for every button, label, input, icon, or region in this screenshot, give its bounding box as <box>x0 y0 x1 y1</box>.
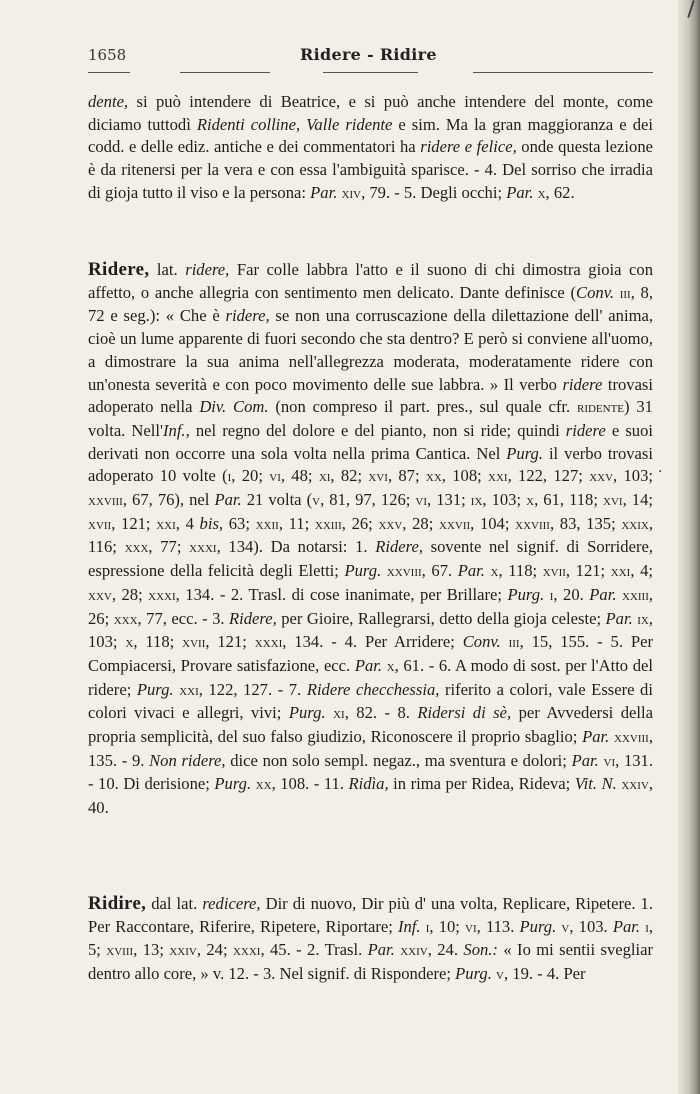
header-rule-right <box>473 72 653 73</box>
book-spine-shadow <box>678 0 700 1094</box>
margin-mark: . <box>658 460 663 476</box>
header-rule-left <box>88 72 130 73</box>
header-rule-mid-left <box>180 72 270 73</box>
headword-ridere: Ridere, <box>88 259 150 280</box>
paragraph-ridente-continuation: dente, si può intendere di Beatrice, e si può anche intendere del monte, come diciamo tuttodì Ridenti colline, Valle ridente e sim. Ma la gran maggioranza e dei codd. e delle ediz. antiche e dei commentatori ha ridere e felice, onde questa lezione è da ritenersi per la vera e con essa l'ambiguità sparisce. - 4. Del sorriso che irradia di gioja tutto il viso e la persona: Par. xiv, 79. - 5. Degli occhi; Par. x, 62. <box>88 92 653 202</box>
headword-ridire: Ridire, <box>88 893 147 914</box>
entry-ridire: Ridire, dal lat. redicere, Dir di nuovo, Dir più d' una volta, Replicare, Ripetere. 1. Per Raccontare, Riferire, Ripetere, Riportare; Inf. i, 10; vi, 113. Purg. v, 103. Par. i, 5; xviii, 13; xxiv, 24; xxxi, 45. - 2. Trasl. Par. xxiv, 24. Son.: « Io mi sentii svegliar dentro allo core, » v. 12. - 3. Nel signif. di Rispondere; Purg. v, 19. - 4. Per <box>88 893 654 984</box>
header-rule-center <box>323 72 418 73</box>
page-number: 1658 <box>88 46 127 64</box>
entry-ridere: Ridere, lat. ridere, Far colle labbra l'atto e il suono di chi dimostra gioia con affetto, o anche allegria con sentimento men delicato. Dante definisce (Conv. iii, 8, 72 e seg.): « Che è ridere, se non una corruscazione della dilettazione dell' anima, cioè un lume apparente di fuori secondo che sta dentro? E però si conviene all'uomo, a dimostrare la sua anima nell'allegrezza moderata, moderatamente ridere con un'onesta severità e con poco movimento delle sue labbra. » Il verbo ridere trovasi adoperato nella Div. Com. (non compreso il part. pres., sul quale cfr. ridente) 31 volta. Nell'Inf., nel regno del dolore e del pianto, non si ride; quindi ridere e suoi derivati non occorre una sola volta nella prima Cantica. Nel Purg. il verbo trovasi adoperato 10 volte (i, 20; vi, 48; xi, 82; xvi, 87; xx, 108; xxi, 122, 127; xxv, 103; xxviii, 67, 76), nel Par. 21 volta (v, 81, 97, 126; vi, 131; ix, 103; x, 61, 118; xvi, 14; xvii, 121; xxi, 4 bis, 63; xxii, 11; xxiii, 26; xxv, 28; xxvii, 104; xxviii, 83, 135; xxix, 116; xxx, 77; xxxi, 134). Da notarsi: 1. Ridere, sovente nel signif. di Sorridere, espressione della felicità degli Eletti; Purg. xxviii, 67. Par. x, 118; xvii, 121; xxi, 4; xxv, 28; xxxi, 134. - 2. Trasl. di cose inanimate, per Brillare; Purg. i, 20. Par. xxiii, 26; xxx, 77, ecc. - 3. Ridere, per Gioire, Rallegrarsi, detto della gioja celeste; Par. ix, 103; x, 118; xvii, 121; xxxi, 134. - 4. Per Arridere; Conv. iii, 15, 155. - 5. Per Compiacersi, Provare satisfazione, ecc. Par. x, 61. - 6. A modo di sost. per l'Atto del ridere; Purg. xxi, 122, 127. - 7. Ridere checchessia, riferito a colori, vale Essere di colori vivaci e allegri, vivi; Purg. xi, 82. - 8. Ridersi di sè, per Avvedersi della propria semplicità, del suo falso giudizio, Riconoscere il proprio sbaglio; Par. xxviii, 135. - 9. Non ridere, dice non solo sempl. negaz., ma sventura e dolori; Par. vi, 131. - 10. Di derisione; Purg. xx, 108. - 11. Ridìa, in rima per Ridea, Rideva; Vit. N. xxiv, 40. <box>88 259 654 818</box>
page-header <box>88 40 653 80</box>
running-title: Ridere - Ridire <box>300 45 437 64</box>
